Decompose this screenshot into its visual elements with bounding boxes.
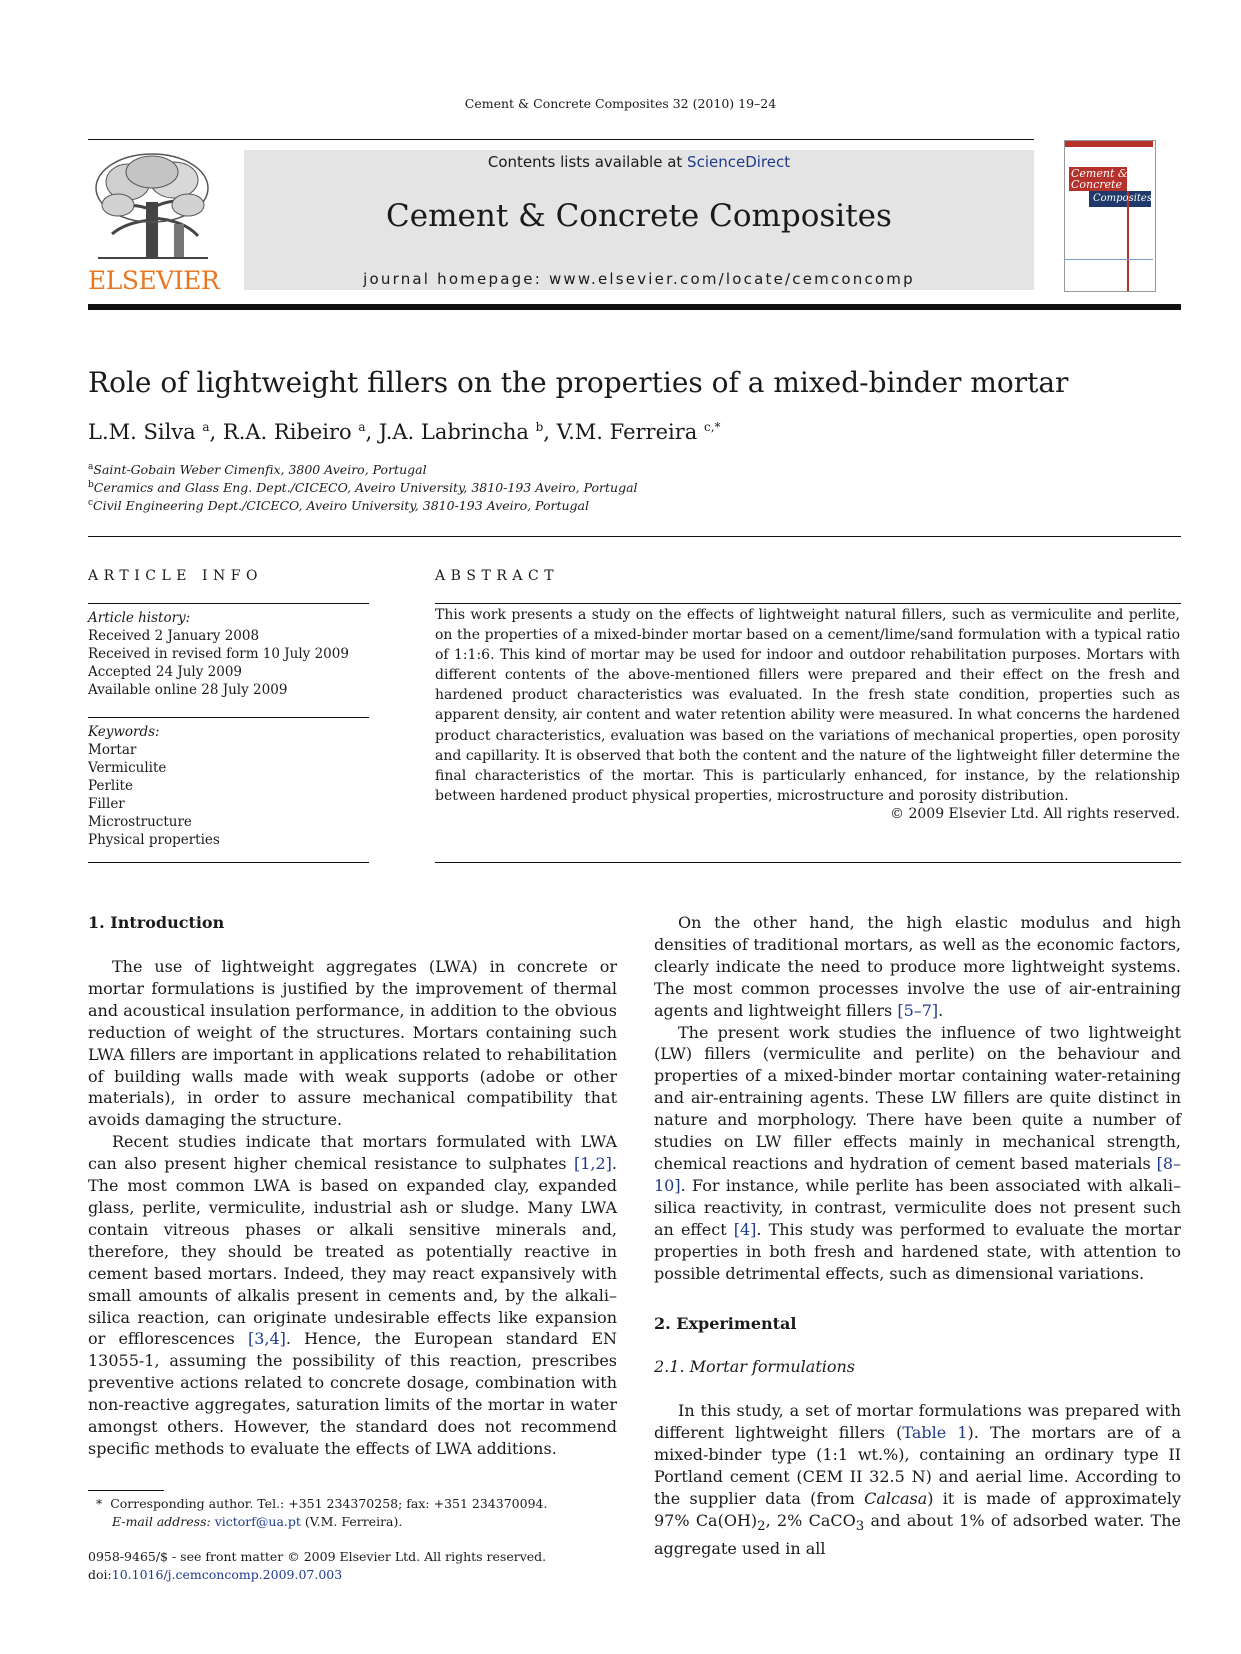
contents-line	[244, 153, 1034, 171]
doi-label: doi:	[88, 1567, 112, 1582]
abstract-bottom-rule	[435, 862, 1181, 863]
abstract-text: This work presents a study on the effects of lightweight natural fillers, such as vermiculite and perlite, on the properties of a mixed-binder mortar based on a cement/lime/sand formulation with a typical ratio of 1:1:6. This kind of mortar may be used for indoor and outdoor rehabilitation purposes. Mortars with different contents of the above-mentioned fillers were prepared and their effect on the fresh and hardened product characteristics was evaluated. In the fresh state condition, properties such as apparent density, air content and water retention ability were measured. In what concerns the hardened product characteristics, evaluation was based on the variations of mechanical properties, open porosity and capillarity. It is observed that both the content and the nature of the lightweight filler determine the final characteristics of the mortar. This is particularly enhanced, for instance, by the relationship between hardened product physical properties, microstructure and porosity distribution.	[435, 607, 1181, 804]
citation-link[interactable]: [1,2]	[573, 1154, 612, 1174]
cover-red-stripe	[1065, 141, 1153, 147]
citation-link[interactable]: [5–7]	[897, 1000, 939, 1020]
subsection-heading-mortar-formulations: 2.1. Mortar formulations	[654, 1357, 856, 1376]
author-affiliation-marker: a	[358, 420, 366, 434]
experimental-body	[654, 1400, 1181, 1560]
citation-link[interactable]: [3,4]	[247, 1329, 286, 1349]
email-owner: (V.M. Ferreira).	[300, 1514, 403, 1529]
author-name: L.M. Silva	[88, 420, 196, 444]
affiliation-c: $^c$Civil Engineering Dept./CICECO, Aveiro University, 3810-193 Aveiro, Portugal	[88, 498, 589, 514]
author-name: R.A. Ribeiro	[222, 420, 352, 444]
section-heading-experimental: 2. Experimental	[654, 1314, 797, 1333]
cover-blue-line	[1065, 259, 1153, 260]
footnote-marker: *	[96, 1496, 103, 1511]
affiliations-rule	[88, 536, 1181, 537]
author-affiliation-marker: c,*	[703, 420, 721, 434]
article-info-bottom-rule	[88, 862, 369, 863]
table-link[interactable]: Table 1	[902, 1422, 968, 1442]
article-history	[88, 609, 369, 699]
author-name: V.M. Ferreira	[556, 420, 698, 444]
header-rule	[88, 139, 1034, 140]
intro-paragraph-2: Recent studies indicate that mortars formulated with LWA can also present higher chemical resistance to sulphates [1,2]. The most common LWA is based on expanded clay, expanded glass, perlite, vermiculite, industrial ash or sludge. Many LWA contain vitreous phases or alkali sensitive minerals and, therefore, they should be treated as potentially reactive in cement based mortars. Indeed, they may react expansively with small amounts of alkalis present in cements and, by the alkali–silica reaction, can originate undesirable effects like expansion or efflorescences [3,4]. Hence, the European standard EN 13055-1, assuming the possibility of this reaction, prescribes preventive actions related to concrete dosage, combination with non-reactive aggregates, saturation limits of the mortar in water amongst others. However, the standard does not recommend specific methods to evaluate the effects of LWA additions.	[88, 1132, 617, 1458]
history-revised: Received in revised form 10 July 2009	[88, 646, 349, 662]
intro-paragraph-1: The use of lightweight aggregates (LWA) in concrete or mortar formulations is justified by the improvement of thermal and acoustical insulation performance, in addition to the obvious reduction of weight of the structures. Mortars containing such LWA fillers are important in applications related to rehabilitation of building walls made with weak supports (adobe or other materials), in order to assure mechanical compatibility that avoids damaging the structure.	[88, 957, 617, 1130]
keyword-item: Perlite	[88, 778, 133, 794]
journal-name: Cement & Concrete Composites	[386, 198, 892, 234]
article-title: Role of lightweight fillers on the properties of a mixed-binder mortar	[88, 366, 1069, 399]
sciencedirect-link[interactable]: ScienceDirect	[687, 153, 791, 171]
cover-title-3: Composites	[1093, 193, 1152, 204]
issn-line: 0958-9465/$ - see front matter © 2009 Elsevier Ltd. All rights reserved.	[88, 1549, 547, 1564]
author-name: J.A. Labrincha	[378, 420, 529, 444]
author-affiliation-marker: b	[535, 420, 544, 434]
author-separator: ,	[543, 420, 557, 444]
keyword-item: Filler	[88, 796, 125, 812]
cover-title-2: Concrete	[1071, 178, 1122, 191]
article-info-rule	[88, 603, 369, 604]
keyword-item: Vermiculite	[88, 760, 167, 776]
corresponding-author-text: Corresponding author. Tel.: +351 234370258; fax: +351 234370094.	[110, 1496, 548, 1511]
citation-link[interactable]: [4]	[733, 1219, 757, 1239]
supplier-name: Calcasa	[864, 1488, 928, 1508]
right-column-body	[654, 912, 1181, 1284]
abstract-copyright: © 2009 Elsevier Ltd. All rights reserved.	[890, 806, 1180, 822]
keywords-label: Keywords:	[88, 724, 160, 740]
email-label: E-mail address:	[112, 1514, 215, 1529]
affiliation-b: $^b$Ceramics and Glass Eng. Dept./CICECO, Aveiro University, 3810-193 Aveiro, Portugal	[88, 480, 638, 496]
author-affiliation-marker: a	[202, 420, 210, 434]
masthead-thick-rule	[88, 304, 1181, 310]
corresponding-author-note	[96, 1495, 636, 1531]
cover-divider	[1127, 191, 1129, 291]
intro-paragraph-3: On the other hand, the high elastic modulus and high densities of traditional mortars, as well as the economic factors, clearly indicate the need to produce more lightweight systems. The most common processes involve the use of air-entraining agents and lightweight fillers [5–7].	[654, 913, 1181, 1020]
email-link[interactable]: victorf@ua.pt	[214, 1514, 301, 1529]
cover-title-1: Cement &	[1071, 167, 1128, 180]
footnote-rule	[88, 1490, 164, 1491]
journal-cover-thumbnail	[1064, 140, 1156, 292]
article-info-heading: ARTICLE INFO	[88, 568, 263, 584]
contents-prefix: Contents lists available at	[487, 153, 688, 171]
intro-paragraph-4: The present work studies the influence of two lightweight (LW) fillers (vermiculite and perlite) on the behaviour and properties of a mixed-binder mortar containing water-retaining and air-entraining agents. These LW fillers are quite distinct in nature and morphology. There have been quite a number of studies on LW filler effects mainly in mechanical strength, chemical reactions and hydration of cement based materials [8–10]. For instance, while perlite has been associated with alkali–silica reactivity, in contrast, vermiculite does not present such an effect [4]. This study was performed to evaluate the mortar properties in both fresh and hardened state, with attention to possible detrimental effects, such as dimensional variations.	[654, 1022, 1181, 1283]
history-received: Received 2 January 2008	[88, 628, 260, 644]
abstract-rule	[435, 603, 1181, 604]
section-heading-introduction: 1. Introduction	[88, 913, 225, 932]
author-separator: ,	[365, 420, 379, 444]
keywords-block	[88, 723, 369, 849]
journal-homepage[interactable]: journal homepage: www.elsevier.com/locate/cemconcomp	[363, 270, 915, 288]
author-separator: ,	[209, 420, 223, 444]
history-accepted: Accepted 24 July 2009	[88, 664, 243, 680]
affiliation-a: $^a$Saint-Gobain Weber Cimenfix, 3800 Aveiro, Portugal	[88, 462, 427, 478]
keyword-item: Microstructure	[88, 814, 192, 830]
front-matter-info	[88, 1548, 648, 1584]
citation-link[interactable]: [8–10]	[654, 1153, 1181, 1195]
history-online: Available online 28 July 2009	[88, 682, 288, 698]
doi-link[interactable]: 10.1016/j.cemconcomp.2009.07.003	[111, 1567, 343, 1582]
keyword-item: Physical properties	[88, 832, 220, 848]
left-column-body	[88, 956, 617, 1460]
abstract-heading: ABSTRACT	[435, 568, 560, 584]
elsevier-wordmark: ELSEVIER	[88, 266, 220, 295]
history-label: Article history:	[88, 610, 191, 626]
keyword-item: Mortar	[88, 742, 137, 758]
experimental-paragraph-1: In this study, a set of mortar formulations was prepared with different lightweight fillers (Table 1). The mortars are of a mixed-binder type (1:1 wt.%), containing an ordinary type II Portland cement (CEM II 32.5 N) and aerial lime. According to the supplier data (from Calcasa) it is made of approximately 97% $Ca(OH)_2$, 2% CaCO$_3$ and about 1% of adsorbed water. The aggregate used in all	[654, 1401, 1182, 1558]
running-head: Cement & Concrete Composites 32 (2010) 19–24	[464, 96, 777, 111]
keywords-rule	[88, 717, 369, 718]
author-list	[88, 420, 721, 444]
